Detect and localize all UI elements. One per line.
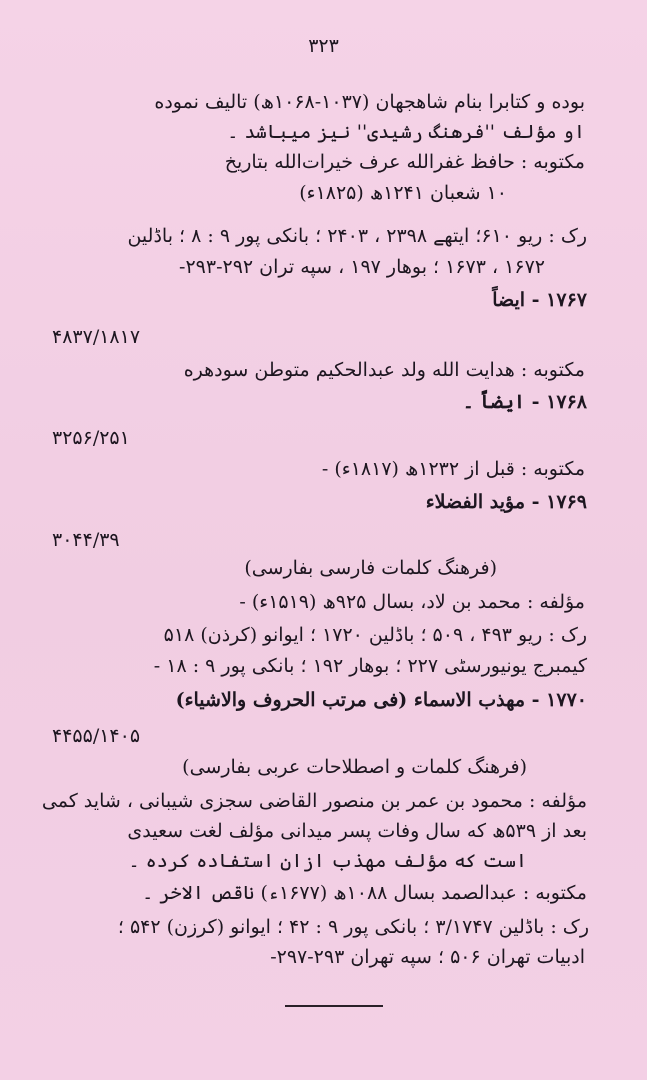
text-line: او مؤلف ''فرهنگ رشیدی'' نیز میباشد ۔	[227, 121, 585, 143]
entry-heading: ۱۷۶۹ - مؤید الفضلاء	[425, 491, 587, 513]
text-line: (فرهنگ کلمات و اصطلاحات عربی بفارسی)	[182, 756, 527, 778]
text-line: رک : ریو ۶۱۰؛ ایتهے ۲۳۹۸ ، ۲۴۰۳ ؛ بانکی پور ۹ : ۸ ؛ باڈلین	[127, 225, 587, 247]
text-line: مکتوبه : عبدالصمد بسال ۱۰۸۸ھ (۱۶۷۷ء) ناقص الاخر ۔	[142, 882, 587, 904]
text-line: مؤلفه : محمد بن لاد، بسال ۹۲۵ھ (۱۵۱۹ء) -	[239, 591, 585, 613]
entry-heading: ۱۷۷۰ - مهذب الاسماء (فی مرتب الحروف والاشیاء)	[175, 689, 587, 711]
text-line: مؤلفه : محمود بن عمر بن منصور القاضی سجزی شیبانی ، شاید کمی	[41, 790, 587, 812]
manuscript-number: ۳۰۴۴/۳۹	[52, 529, 120, 551]
text-line: مکتوبه : هدایت الله ولد عبدالحکیم متوطن سودهره	[183, 359, 585, 381]
text-line: کیمبرج یونیورسٹی ۲۲۷ ؛ بوهار ۱۹۲ ؛ بانکی پور ۹ : ۱۸ -	[153, 655, 587, 677]
text-line: رک : ریو ۴۹۳ ، ۵۰۹ ؛ باڈلین ۱۷۲۰ ؛ ایوانو (کرذن) ۵۱۸	[163, 624, 587, 646]
text-line: است که مؤلف مهذب ازان استفاده کرده ۔	[128, 850, 527, 872]
entry-heading: ۱۷۶۸ - ایضاً ۔	[462, 391, 587, 413]
manuscript-number: ۴۴۵۵/۱۴۰۵	[52, 725, 141, 747]
text-line: بوده و کتابرا بنام شاهجهان (۱۰۳۷-۱۰۶۸ھ) تالیف نموده	[154, 91, 585, 113]
text-line: ۱۰ شعبان ۱۲۴۱ھ (۱۸۲۵ء)	[299, 182, 507, 204]
text-line: ادبیات تهران ۵۰۶ ؛ سپه تهران ۲۹۳-۲۹۷-	[270, 946, 585, 968]
section-divider	[285, 1005, 383, 1007]
text-line: مکتوبه : قبل از ۱۲۳۲ھ (۱۸۱۷ء) -	[321, 458, 585, 480]
text-line: (فرهنگ کلمات فارسی بفارسی)	[244, 557, 497, 579]
text-line: ۱۶۷۲ ، ۱۶۷۳ ؛ بوهار ۱۹۷ ، سپه تران ۲۹۲-۲۹۳-	[179, 256, 545, 278]
manuscript-number: ۳۲۵۶/۲۵۱	[52, 427, 130, 449]
page-number: ۳۲۳	[308, 35, 339, 57]
text-line: مکتوبه : حافظ غفرالله عرف خیرات‌الله بتاریخ	[224, 151, 585, 173]
text-line: رک : باڈلین ۳/۱۷۴۷ ؛ بانکی پور ۹ : ۴۲ ؛ ایوانو (کرزن) ۵۴۲ ؛	[117, 916, 589, 938]
text-line: بعد از ۵۳۹ھ که سال وفات پسر میدانی مؤلف لغت سعیدی	[127, 820, 587, 842]
entry-heading: ۱۷۶۷ - ایضاً	[492, 289, 587, 311]
manuscript-number: ۴۸۳۷/۱۸۱۷	[52, 326, 141, 348]
